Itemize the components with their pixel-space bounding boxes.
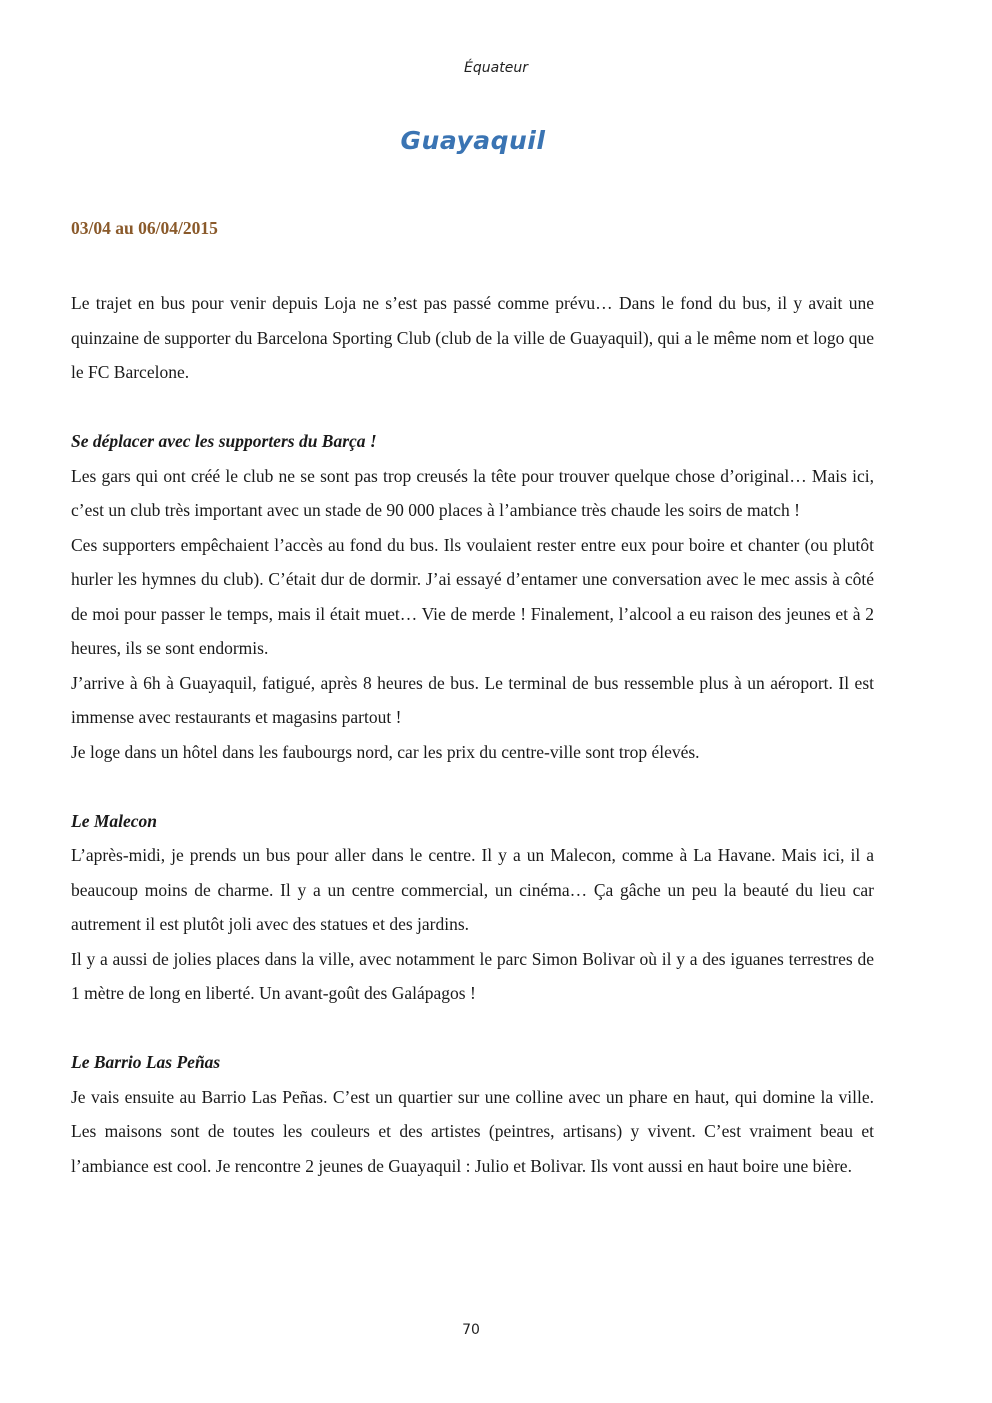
section-heading-supporters: Se déplacer avec les supporters du Barça ! bbox=[71, 431, 377, 451]
paragraph: J’arrive à 6h à Guayaquil, fatigué, après 8 heures de bus. Le terminal de bus ressemble plus à un aéroport. Il est immense avec restaurants et magasins partout ! bbox=[71, 672, 874, 727]
paragraph: Je loge dans un hôtel dans les faubourgs nord, car les prix du centre-ville sont trop élevés. bbox=[71, 741, 700, 762]
running-header: Équateur bbox=[464, 60, 528, 76]
spacer bbox=[71, 1011, 874, 1046]
paragraph: Il y a aussi de jolies places dans la ville, avec notamment le parc Simon Bolivar où il y a des iguanes terrestres de 1 mètre de long en liberté. Un avant-goût des Galápagos ! bbox=[71, 948, 874, 1003]
spacer bbox=[71, 390, 874, 425]
section-heading-malecon: Le Malecon bbox=[71, 810, 158, 831]
title-container bbox=[71, 126, 875, 155]
paragraph: Les gars qui ont créé le club ne se sont pas trop creusés la tête pour trouver quelque chose d’original… Mais ici, c’est un club très important avec un stade de 90 000 places à l’ambiance très chaude les soirs de match ! bbox=[71, 465, 874, 520]
date-range: 03/04 au 06/04/2015 bbox=[71, 218, 218, 238]
spacer bbox=[71, 769, 874, 804]
paragraph: L’après-midi, je prends un bus pour aller dans le centre. Il y a un Malecon, comme à La Havane. Mais ici, il a beaucoup moins de charme. Il y a un centre commercial, un cinéma… Ça gâche un peu la beauté du lieu car autrement il est plutôt joli avec des statues et des jardins. bbox=[71, 845, 874, 934]
intro-paragraph: Le trajet en bus pour venir depuis Loja ne s’est pas passé comme prévu… Dans le fond du bus, il y avait une quinzaine de supporter du Barcelona Sporting Club (club de la ville de Guayaquil), qui a le même nom et logo que le FC Barcelone. bbox=[71, 293, 874, 382]
paragraph: Ces supporters empêchaient l’accès au fond du bus. Ils voulaient rester entre eux pour boire et chanter (ou plutôt hurler les hymnes du club). C’était dur de dormir. J’ai essayé d’entamer une conversation avec le mec assis à côté de moi pour passer le temps, mais il était muet… Vie de merde ! Finalement, l’alcool a eu raison des jeunes et à 2 heures, ils se sont endormis. bbox=[71, 534, 874, 658]
page-number: 70 bbox=[462, 1322, 480, 1338]
paragraph: Je vais ensuite au Barrio Las Peñas. C’est un quartier sur une colline avec un phare en haut, qui domine la ville. Les maisons sont de toutes les couleurs et des artistes (peintres, artisans) y vivent. C’est vraiment beau et l’ambiance est cool. Je rencontre 2 jeunes de Guayaquil : Julio et Bolivar. Ils vont aussi en haut boire une bière. bbox=[71, 1086, 874, 1176]
page-title: Guayaquil bbox=[400, 126, 546, 155]
article-body bbox=[71, 286, 874, 1183]
section-heading-las-penas: Le Barrio Las Peñas bbox=[71, 1052, 221, 1072]
